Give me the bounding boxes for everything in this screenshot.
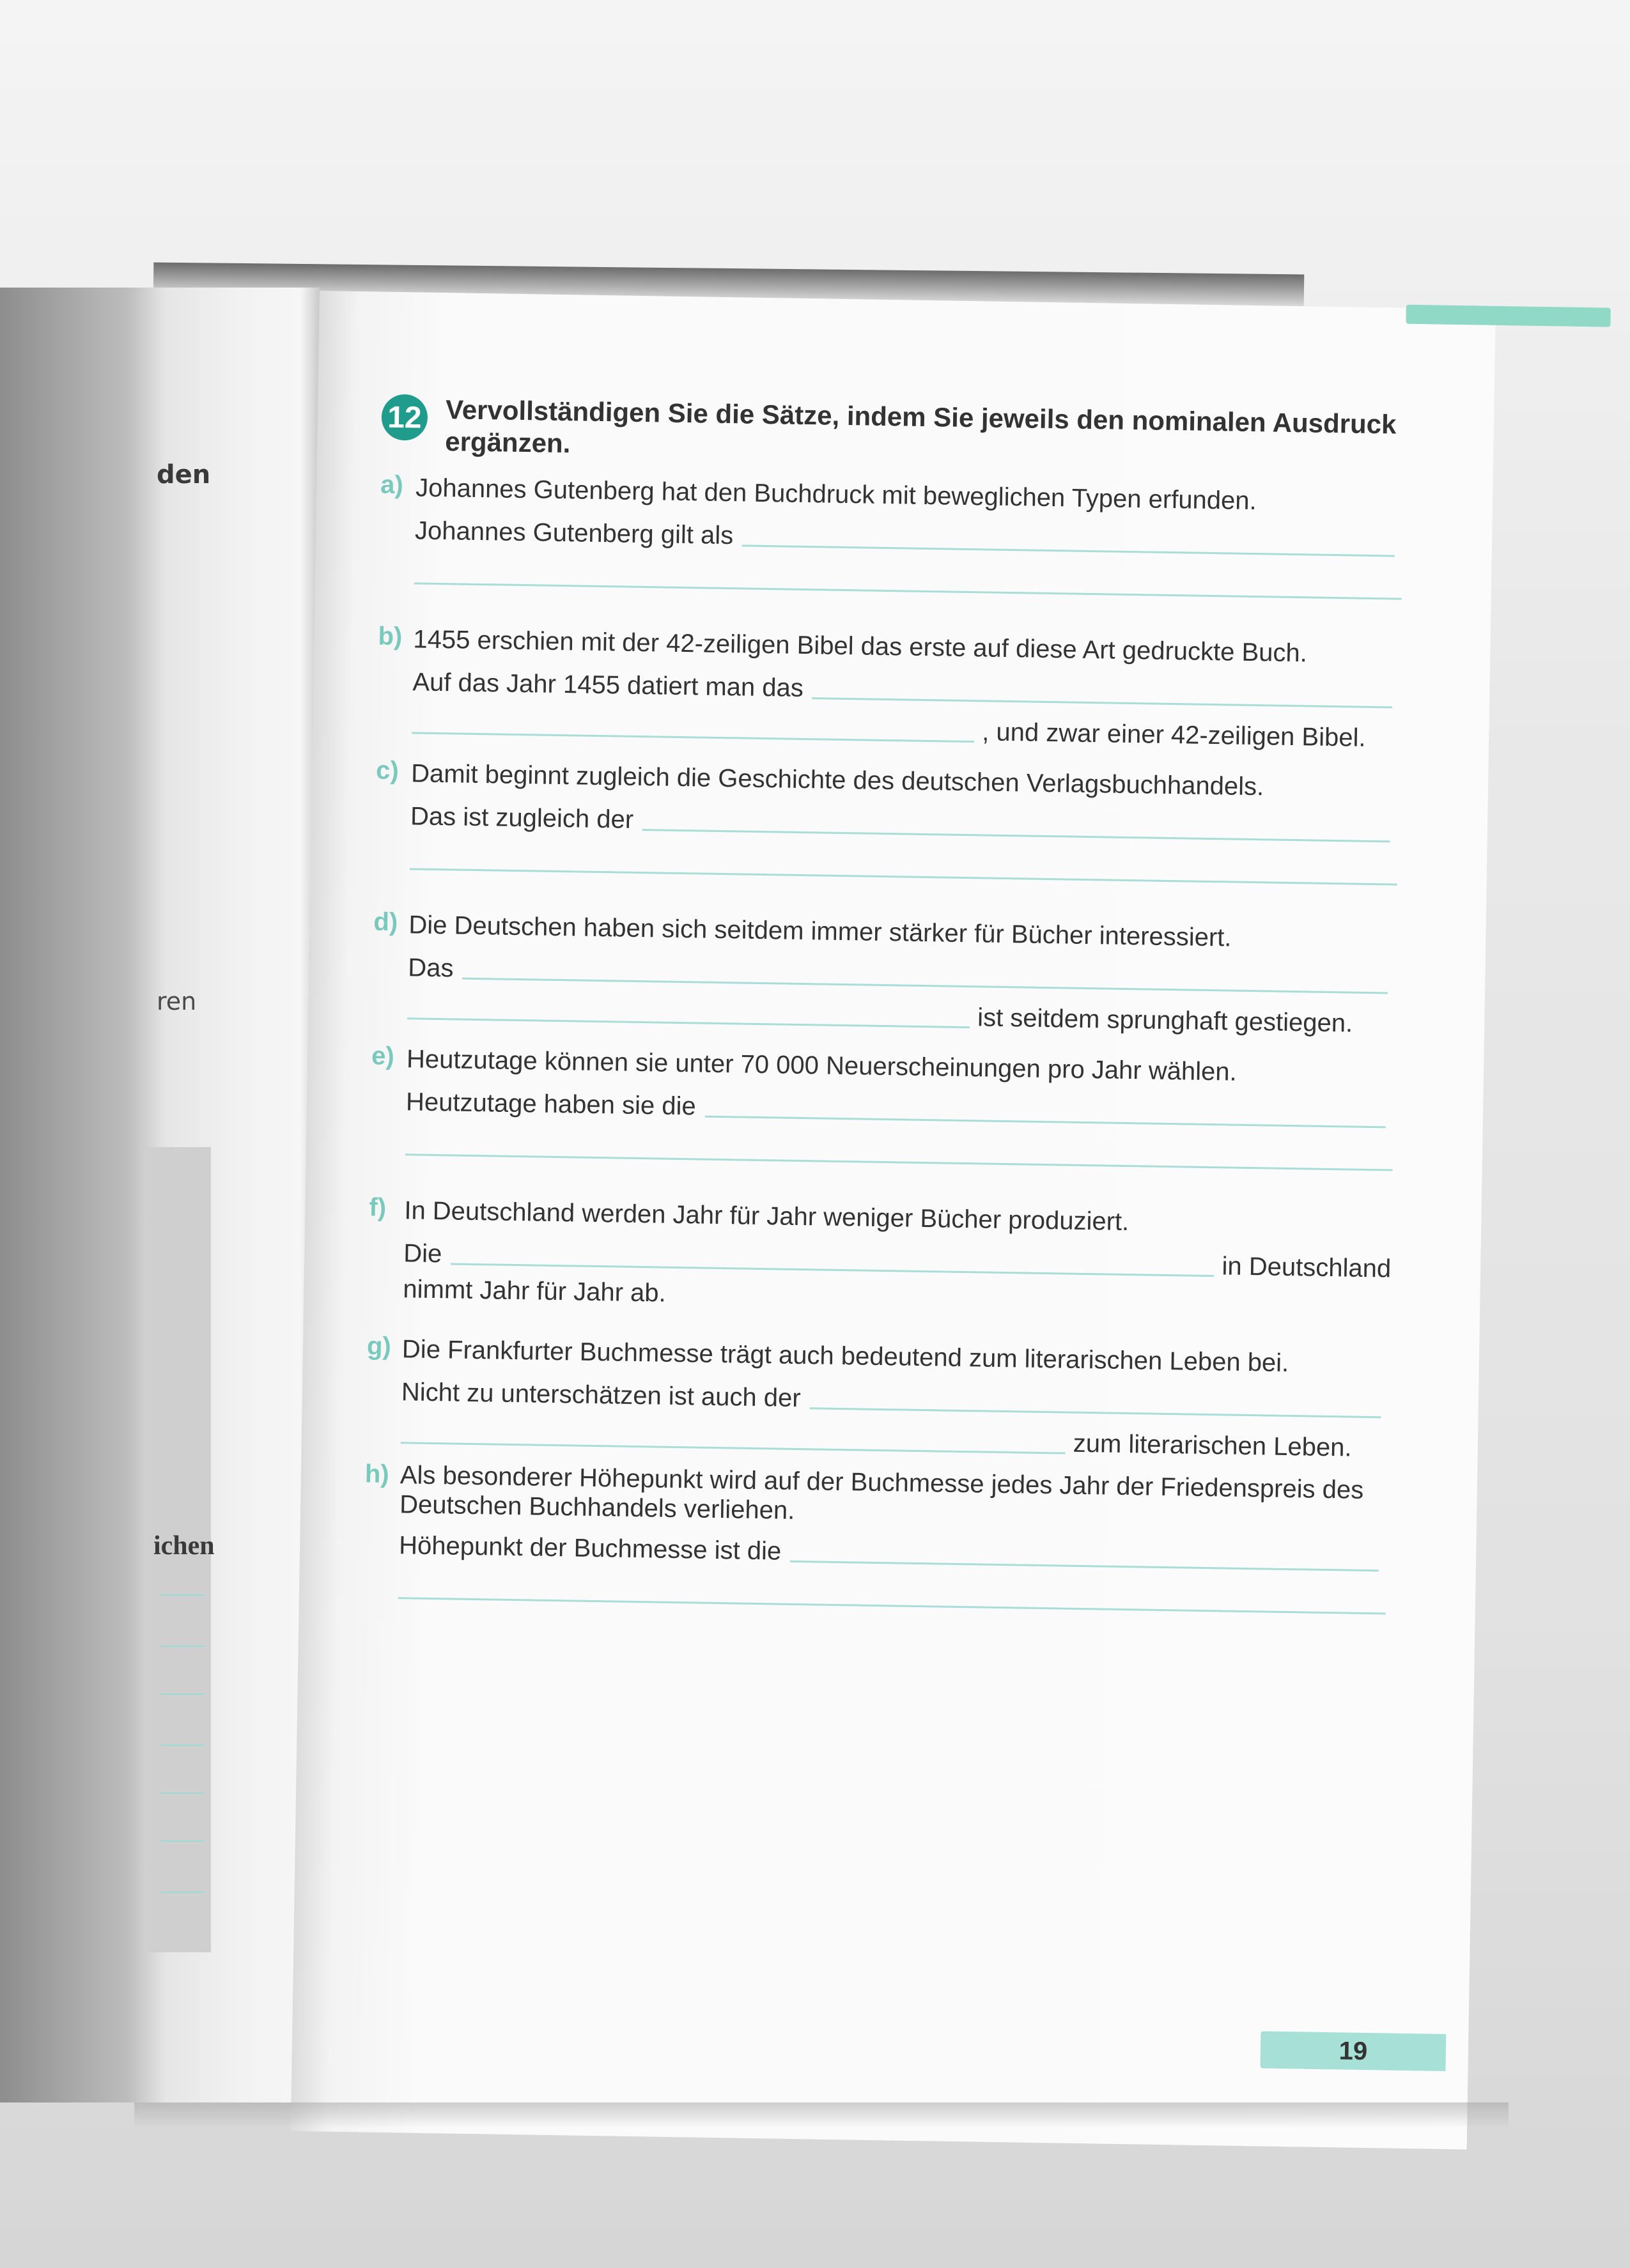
left-side-box [147, 1147, 215, 1952]
item-prompt: Auf das Jahr 1455 datiert man das [412, 668, 804, 702]
page-number: 19 [1260, 2031, 1446, 2071]
item-letter: f) [369, 1193, 387, 1222]
item-sentence: Als besonderer Höhepunkt wird auf der Buchmesse jedes Jahr der Friedenspreis des Deutschen Buchhandels verliehen. [399, 1461, 1364, 1525]
answer-blank[interactable] [812, 675, 1393, 708]
item-d [372, 907, 1397, 1038]
answer-blank[interactable] [407, 996, 970, 1028]
item-h [363, 1460, 1388, 1614]
answer-blank[interactable] [790, 1539, 1379, 1571]
item-letter: e) [371, 1042, 395, 1070]
item-prompt: Das ist zugleich der [410, 802, 634, 834]
item-sentence: Die Frankfurter Buchmesse trägt auch bedeutend zum literarischen Leben bei. [401, 1335, 1289, 1378]
item-ending: in Deutschland [1222, 1252, 1392, 1283]
answer-blank[interactable] [401, 1420, 1066, 1454]
item-sentence: Damit beginnt zugleich die Geschichte des deutschen Verlagsbuchhandels. [410, 759, 1264, 801]
exercise-number-badge: 12 [381, 394, 428, 441]
left-page [0, 288, 320, 2102]
item-sentence: In Deutschland werden Jahr für Jahr weniger Bücher produziert. [404, 1196, 1129, 1237]
item-letter: d) [373, 907, 398, 937]
exercise-title: Vervollständigen Sie die Sätze, indem Sie jeweils den nominalen Ausdruck ergänzen. [444, 394, 1397, 459]
item-letter: h) [364, 1460, 390, 1488]
item-prompt: Das [408, 953, 454, 983]
item-sentence: Heutzutage können sie unter 70 000 Neuerscheinungen pro Jahr wählen. [406, 1045, 1237, 1086]
item-f [368, 1193, 1392, 1319]
item-prompt: Johannes Gutenberg gilt als [414, 516, 734, 550]
item-letter: c) [375, 756, 400, 785]
answer-blank[interactable] [809, 1385, 1381, 1418]
item-sentence: Die Deutschen haben sich seitdem immer stärker für Bücher interessiert. [408, 911, 1232, 952]
item-sentence: 1455 erschien mit der 42-zeiligen Bibel das erste auf diese Art gedruckte Buch. [413, 625, 1308, 668]
item-c [375, 756, 1399, 885]
item-prompt: Heutzutage haben sie die [405, 1088, 697, 1121]
item-ending: , und zwar einer 42-zeiligen Bibel. [981, 718, 1366, 752]
top-accent-strip [1406, 305, 1610, 327]
item-a [379, 471, 1404, 600]
left-fragment-3: ichen [153, 1531, 215, 1561]
exercise-12 [363, 394, 1404, 1615]
item-prompt: Höhepunkt der Buchmesse ist die [398, 1531, 782, 1566]
item-ending: ist seitdem sprunghaft gestiegen. [977, 1003, 1353, 1038]
item-letter: g) [366, 1332, 392, 1361]
bottom-shadow [134, 2102, 1509, 2128]
answer-blank[interactable] [412, 710, 974, 743]
left-fragment-1: den [157, 460, 211, 490]
left-fragment-2: ren [157, 987, 197, 1015]
item-g [366, 1332, 1390, 1463]
item-e [370, 1042, 1395, 1171]
item-prompt: Die [403, 1239, 442, 1269]
item-prompt: Nicht zu unterschätzen ist auch der [401, 1378, 801, 1413]
item-ending-2: nimmt Jahr für Jahr ab. [403, 1275, 667, 1308]
item-sentence: Johannes Gutenberg hat den Buchdruck mit beweglichen Typen erfunden. [415, 474, 1257, 516]
right-page [291, 291, 1496, 2150]
item-letter: b) [378, 622, 403, 651]
item-ending: zum literarischen Leben. [1073, 1429, 1352, 1462]
item-letter: a) [380, 470, 404, 500]
item-b [376, 622, 1401, 753]
